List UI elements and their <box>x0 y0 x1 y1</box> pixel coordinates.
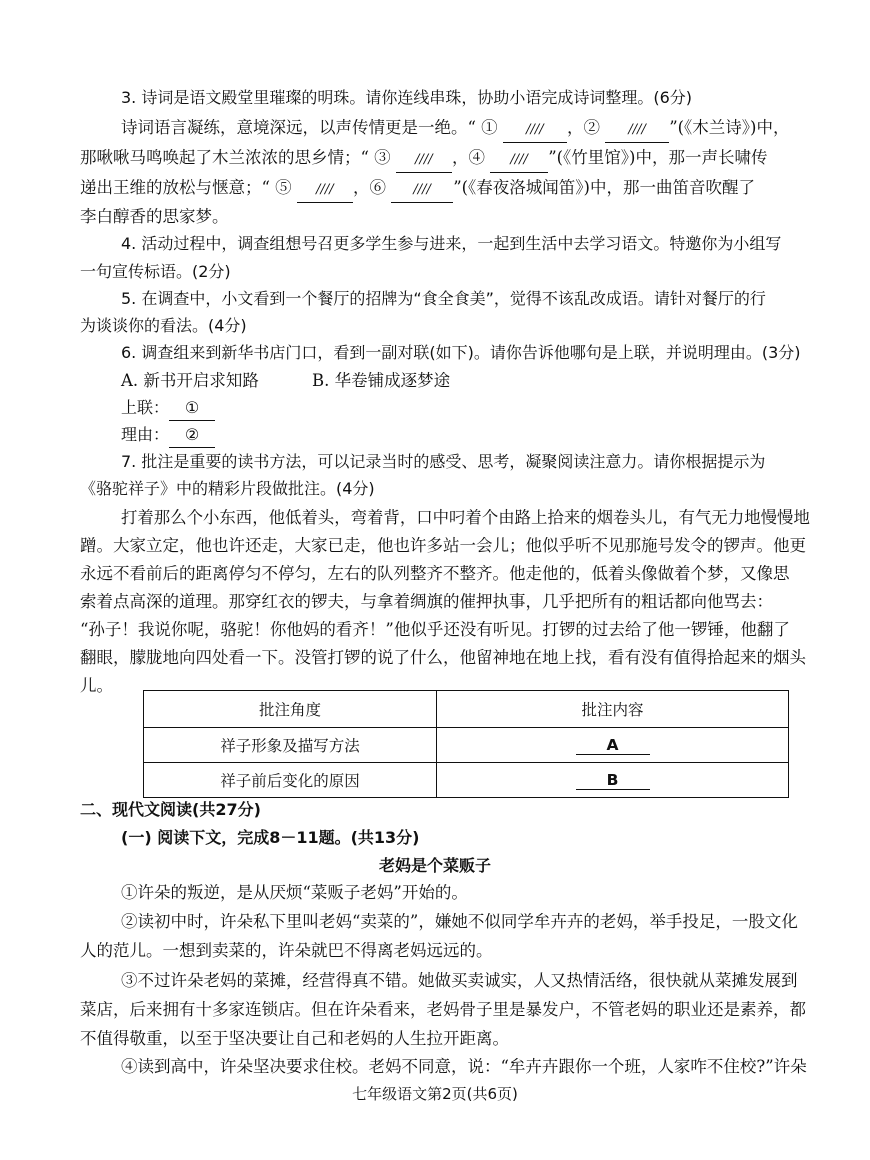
q3-line-1-text-a: 诗词语言凝练，意境深远，以声传情更是一绝。“ ① <box>121 118 498 137</box>
table-row <box>144 763 789 798</box>
q6-reason-label: 理由： <box>121 425 170 444</box>
q3-line-2-text-c: ”(《竹里馆》)中，那一声长啸传 <box>548 148 768 167</box>
article-paragraph-2-line-2: 人的范儿。一想到卖菜的，许朵就巴不得离老妈远远的。 <box>80 941 493 960</box>
q6-reason-row <box>121 423 215 448</box>
q6-upper-label: 上联： <box>121 398 170 417</box>
answer-blank-b[interactable]: B <box>576 771 650 790</box>
q3-blank-6[interactable]: //// <box>391 178 453 203</box>
q3-blank-2[interactable]: //// <box>605 118 669 143</box>
table-cell-content <box>437 763 789 798</box>
article-paragraph-3-line-1: ③不过许朵老妈的菜摊，经营得真不错。她做买卖诚实，人又热情活络，很快就从菜摊发展到 <box>121 971 798 990</box>
q4-line-1: 4. 活动过程中，调查组想号召更多学生参与进来，一起到生活中去学习语文。特邀你为小组写 <box>121 234 782 253</box>
table-header-angle: 批注角度 <box>144 691 437 728</box>
article-title: 老妈是个菜贩子 <box>378 856 491 875</box>
q3-blank-5[interactable]: //// <box>297 178 353 203</box>
q6-line-1: 6. 调查组来到新华书店门口，看到一副对联(如下)。请你告诉他哪句是上联，并说明理由。(3分) <box>121 343 801 362</box>
q3-line-3 <box>80 176 755 203</box>
article-paragraph-3-line-2: 菜店，后来拥有十多家连锁店。但在许朵看来，老妈骨子里是暴发户，不管老妈的职业还是素养，都 <box>80 1000 806 1019</box>
section-2-subtitle: (一) 阅读下文，完成8－11题。(共13分) <box>121 828 420 847</box>
q5-line-1: 5. 在调查中，小文看到一个餐厅的招牌为“食全食美”，觉得不该乱改成语。请针对餐厅的行 <box>121 289 766 308</box>
q3-blank-4[interactable]: //// <box>490 148 548 173</box>
q3-line-1-text-b: ，② <box>566 118 600 137</box>
q3-line-2-text-a: 那啾啾马鸣唤起了木兰浓浓的思乡情；“ ③ <box>80 148 391 167</box>
q6-upper-blank[interactable]: ① <box>169 396 215 421</box>
annotation-table <box>143 690 789 798</box>
table-row <box>144 728 789 763</box>
answer-blank-a[interactable]: A <box>576 736 650 755</box>
table-header-row <box>144 691 789 728</box>
q3-line-3-text-a: 递出王维的放松与惬意；“ ⑤ <box>80 178 292 197</box>
q3-title: 3. 诗词是语文殿堂里璀璨的明珠。请你连线串珠，协助小语完成诗词整理。(6分) <box>121 88 693 107</box>
q3-line-1 <box>121 116 790 143</box>
article-paragraph-4-line-1: ④读到高中，许朵坚决要求住校。老妈不同意，说：“牟卉卉跟你一个班，人家咋不住校?”许朵 <box>121 1057 807 1076</box>
q7-passage-line-3: 永远不看前后的距离停匀不停匀，左右的队列整齐不整齐。他走他的，低着头像做着个梦，又像思 <box>80 564 790 583</box>
table-cell-content <box>437 728 789 763</box>
q3-line-3-text-c: ”(《春夜洛城闻笛》)中，那一曲笛音吹醒了 <box>453 178 755 197</box>
page-footer: 七年级语文第2页(共6页) <box>352 1085 518 1103</box>
q3-line-2 <box>80 146 768 173</box>
q6-option-b: B. 华卷铺成逐梦途 <box>312 371 451 390</box>
table-cell-angle: 祥子前后变化的原因 <box>144 763 437 798</box>
q3-blank-1[interactable]: //// <box>503 118 567 143</box>
q7-passage-line-7: 儿。 <box>80 676 113 695</box>
q7-line-2: 《骆驼祥子》中的精彩片段做批注。(4分) <box>80 479 375 498</box>
q7-passage-line-2: 蹭。大家立定，他也许还走，大家已走，他也许多站一会儿；他似乎听不见那施号发令的锣声。他更 <box>80 536 806 555</box>
q4-line-2: 一句宣传标语。(2分) <box>80 262 231 281</box>
article-paragraph-3-line-3: 不值得敬重，以至于坚决要让自己和老妈的人生拉开距离。 <box>80 1029 509 1048</box>
table-cell-angle: 祥子形象及描写方法 <box>144 728 437 763</box>
table-header-content: 批注内容 <box>437 691 789 728</box>
section-2-title: 二、现代文阅读(共27分) <box>80 800 261 819</box>
q3-line-1-text-c: ”(《木兰诗》)中， <box>669 118 790 137</box>
q5-line-2: 为谈谈你的看法。(4分) <box>80 316 247 335</box>
q6-reason-blank[interactable]: ② <box>169 423 215 448</box>
q6-upper-row <box>121 396 215 421</box>
q6-option-a: A. 新书开启求知路 <box>121 371 259 390</box>
q7-line-1: 7. 批注是重要的读书方法，可以记录当时的感受、思考，凝聚阅读注意力。请你根据提示为 <box>121 452 766 471</box>
q7-passage-line-6: 翻眼，朦胧地向四处看一下。没管打锣的说了什么，他留神地在地上找，看有没有值得拾起来的烟头 <box>80 648 806 667</box>
q3-line-4: 李白醇香的思家梦。 <box>80 207 229 226</box>
q7-passage-line-1: 打着那么个小东西，他低着头，弯着背，口中叼着个由路上拾来的烟卷头儿，有气无力地慢慢地 <box>121 508 810 527</box>
q3-line-2-text-b: ，④ <box>451 148 485 167</box>
q7-passage-line-4: 索着点高深的道理。那穿红衣的锣夫，与拿着绸旗的催押执事，几乎把所有的粗话都向他骂去： <box>80 592 773 611</box>
article-paragraph-1: ①许朵的叛逆，是从厌烦“菜贩子老妈”开始的。 <box>121 883 468 902</box>
q7-passage-line-5: “孙子！我说你呢，骆驼！你他妈的看齐！”他似乎还没有听见。打锣的过去给了他一锣锤，他翻了 <box>80 620 790 639</box>
article-paragraph-2-line-1: ②读初中时，许朵私下里叫老妈“卖菜的”，嫌她不似同学牟卉卉的老妈，举手投足，一股文化 <box>121 912 798 931</box>
q3-blank-3[interactable]: //// <box>396 148 452 173</box>
q3-line-3-text-b: ，⑥ <box>352 178 386 197</box>
